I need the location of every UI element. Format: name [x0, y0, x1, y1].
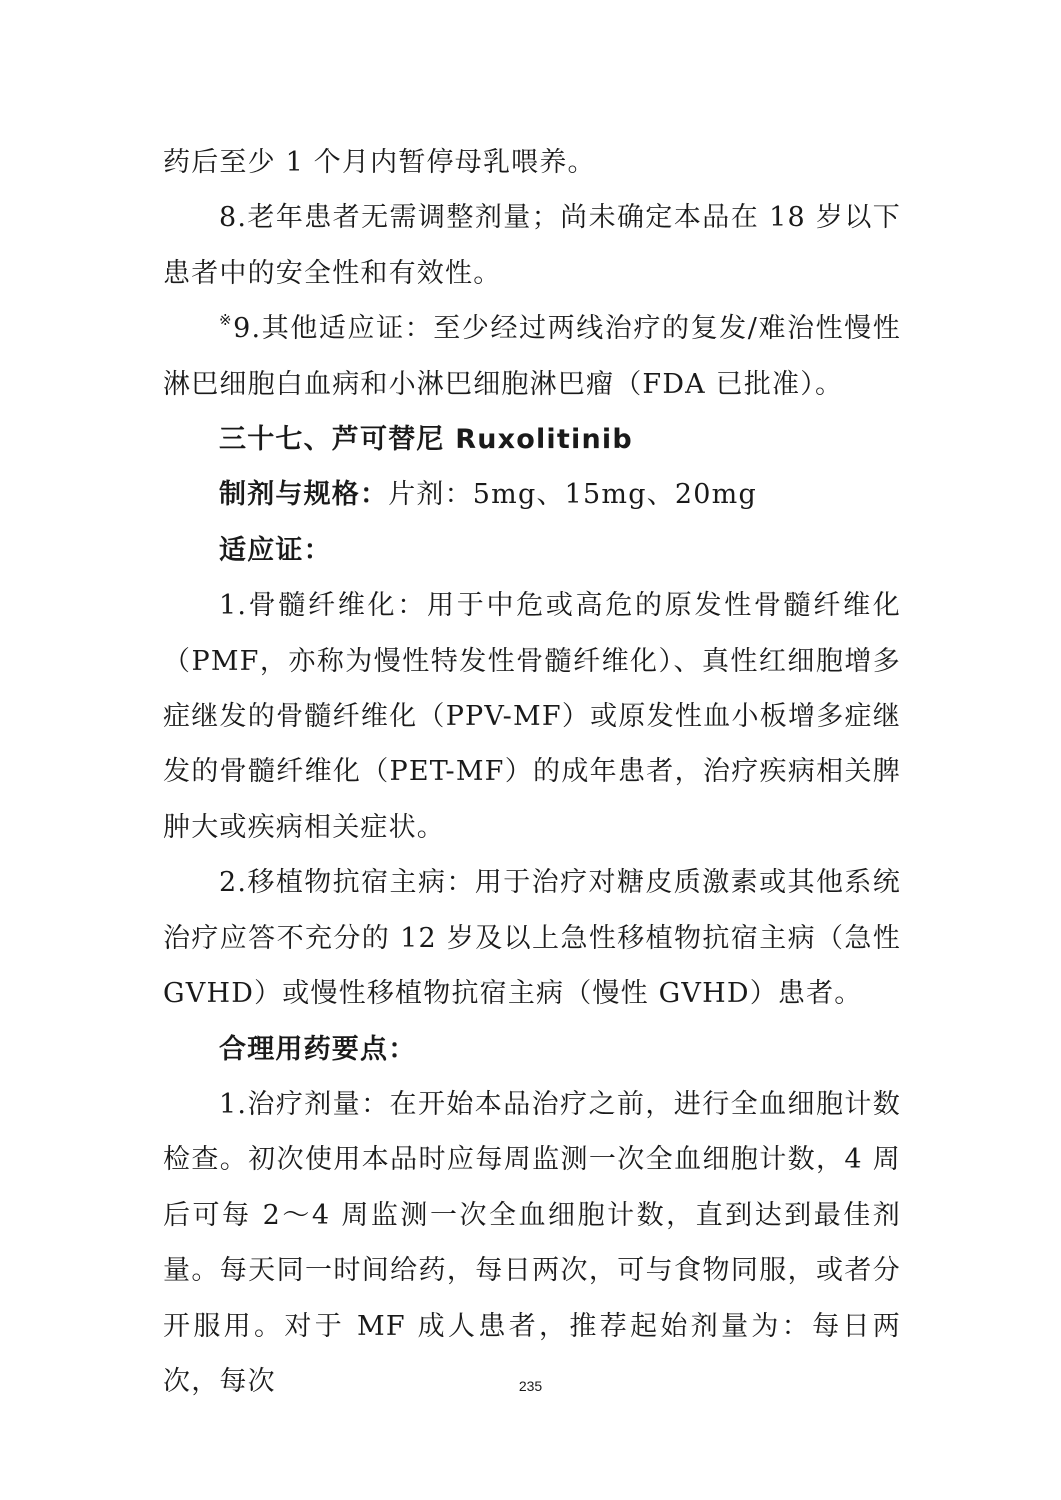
spec-value: 片剂：5mg、15mg、20mg: [388, 479, 757, 511]
note-mark: ※: [219, 311, 234, 330]
paragraph-elderly-dosage: 8.老年患者无需调整剂量；尚未确定本品在 18 岁以下患者中的安全性和有效性。: [163, 202, 901, 289]
other-indications-text: 9.其他适应证：至少经过两线治疗的复发/难治性慢性淋巴细胞白血病和小淋巴细胞淋巴瘤（FDA 已批准）。: [163, 313, 901, 400]
indications-label: 适应证：: [219, 534, 332, 566]
paragraph-continued: 药后至少 1 个月内暂停母乳喂养。: [163, 147, 596, 178]
page-number: 235: [518, 1378, 543, 1394]
paragraph-spec: [163, 467, 901, 522]
page-content: [163, 135, 901, 1409]
drug-heading: 三十七、芦可替尼 Ruxolitinib: [219, 424, 633, 456]
paragraph-usage-dosage: 1.治疗剂量：在开始本品治疗之前，进行全血细胞计数检查。初次使用本品时应每周监测一次全血细胞计数，4 周后可每 2～4 周监测一次全血细胞计数，直到达到最佳剂量。每天同一时间给药，每日两次，可与食物同服，或者分开服用。对于 MF 成人患者，推荐起始剂量为：每日两次，每次: [163, 1088, 901, 1397]
spec-label: 制剂与规格：: [219, 479, 389, 511]
paragraph-other-indications: [163, 301, 901, 412]
usage-label: 合理用药要点：: [219, 1033, 417, 1065]
paragraph-indication-mf: 1.骨髓纤维化：用于中危或高危的原发性骨髓纤维化（PMF，亦称为慢性特发性骨髓纤维化）、真性红细胞增多症继发的骨髓纤维化（PPV-MF）或原发性血小板增多症继发的骨髓纤维化（PET-MF）的成年患者，治疗疾病相关脾肿大或疾病相关症状。: [163, 590, 901, 843]
paragraph-indication-gvhd: 2.移植物抗宿主病：用于治疗对糖皮质激素或其他系统治疗应答不充分的 12 岁及以上急性移植物抗宿主病（急性 GVHD）或慢性移植物抗宿主病（慢性 GVHD）患者。: [163, 867, 901, 1010]
